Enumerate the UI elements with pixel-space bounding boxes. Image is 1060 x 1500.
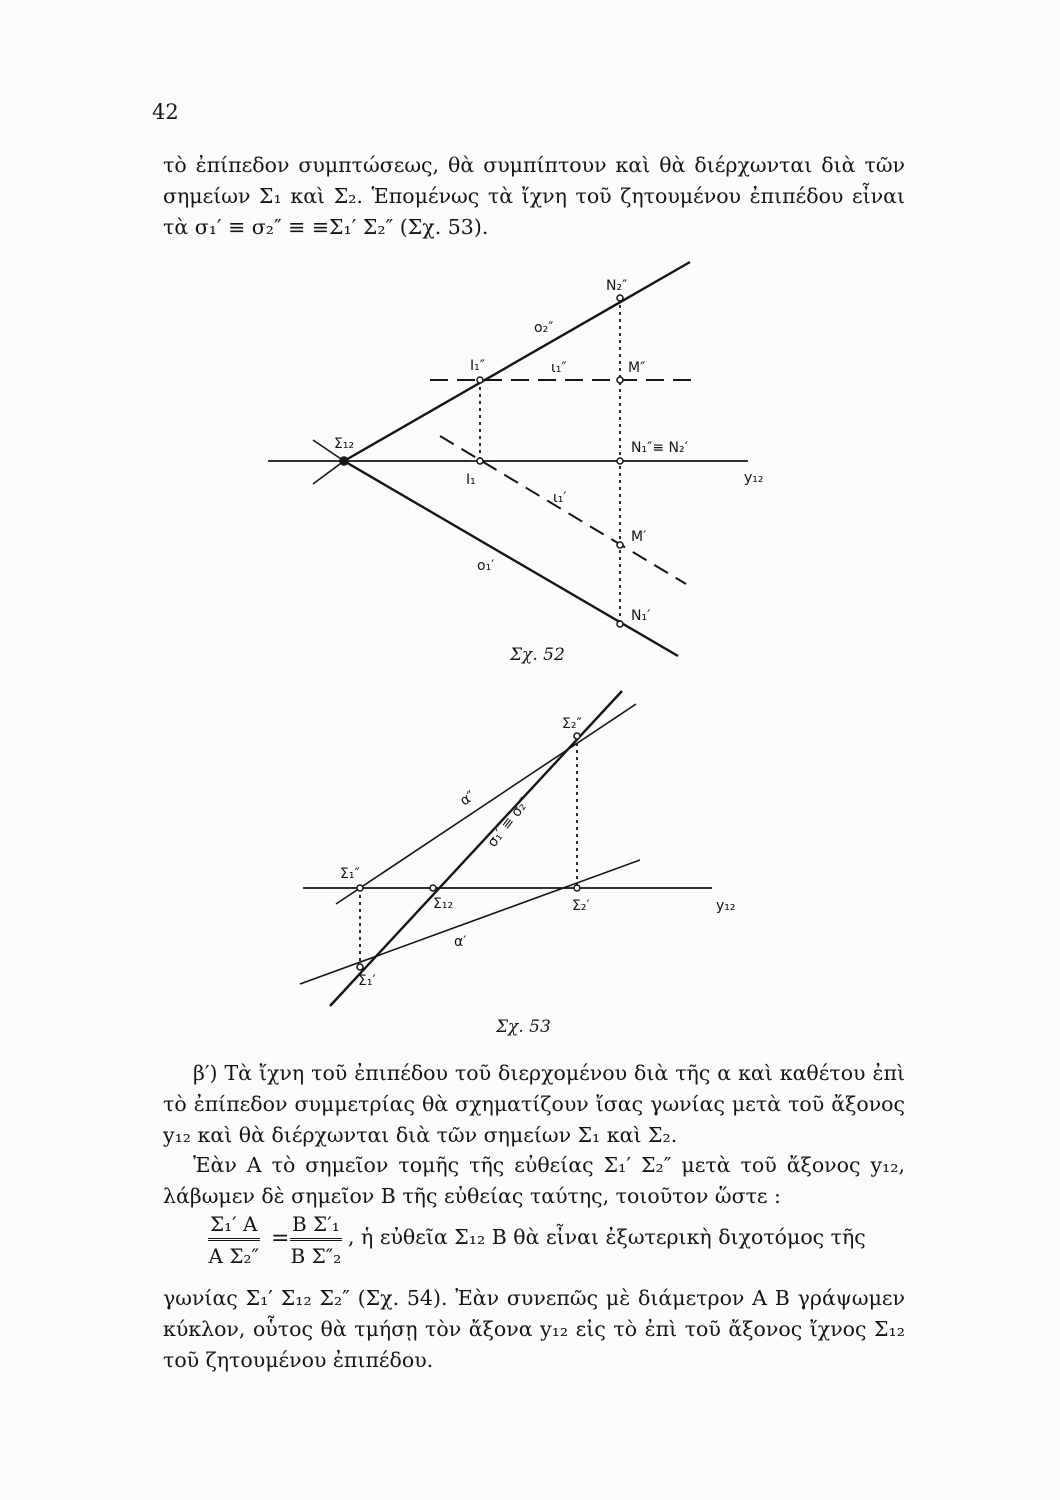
point-N1pp <box>617 458 623 464</box>
figure-53 <box>0 680 1060 1040</box>
ratio-formula <box>208 1210 908 1280</box>
label-i1pp: ι₁″ <box>551 360 567 376</box>
page-number: 42 <box>152 100 179 124</box>
label-I1: I₁ <box>466 472 476 488</box>
fraction-left-denominator: A Σ₂″ <box>208 1244 259 1268</box>
fraction-right <box>290 1210 342 1271</box>
point-S2pp <box>574 733 580 739</box>
label-S2p: Σ₂′ <box>572 898 590 914</box>
paragraph-closing: γωνίας Σ₁′ Σ₁₂ Σ₂″ (Σχ. 54). Ἐὰν συνεπῶς μὲ διάμετρον A B γράψωμεν κύκλον, οὗτος θὰ τμήσῃ τὸν ἄξονα y₁₂ εἰς τὸ ἐπὶ τοῦ ἄξονος ἴχνος Σ₁₂ τοῦ ζητουμένου ἐπιπέδου. <box>163 1286 905 1372</box>
label-N1p: N₁′ <box>631 608 651 624</box>
label-o2pp: o₂″ <box>534 320 554 336</box>
point-Mp <box>617 542 623 548</box>
label-y12: y₁₂ <box>744 470 764 486</box>
label-s-eq: σ₁′ ≡ σ₂″ <box>484 794 533 851</box>
label-S1p: Σ₁′ <box>358 973 376 989</box>
paragraph-intro: τὸ ἐπίπεδον συμπτώσεως, θὰ συμπίπτουν καὶ θὰ διέρχωνται διὰ τῶν σημείων Σ₁ καὶ Σ₂. Ἑπομένως τὰ ἴχνη τοῦ ζητουμένου ἐπιπέδου εἶναι τὰ σ₁′ ≡ σ₂″ ≡ ≡Σ₁′ Σ₂″ (Σχ. 53). <box>163 153 905 239</box>
figure-52 <box>0 0 1060 680</box>
point-I1pp <box>477 377 483 383</box>
line-app <box>336 704 636 904</box>
label-S2pp: Σ₂″ <box>562 716 582 732</box>
equals-sign: = <box>271 1226 290 1251</box>
label-ap: α′ <box>454 934 467 950</box>
fraction-right-numerator: B Σ′₁ <box>290 1210 342 1241</box>
label-Mpp: M″ <box>628 360 646 376</box>
label-i1p: ι₁′ <box>553 490 567 506</box>
label-S12: Σ₁₂ <box>334 436 355 452</box>
caption-fig53: Σχ. 53 <box>496 1017 551 1037</box>
label-y12-fig53: y₁₂ <box>716 898 736 914</box>
point-S1pp <box>357 885 363 891</box>
paragraph-ean: Ἐὰν A τὸ σημεῖον τομῆς τῆς εὐθείας Σ₁′ Σ₂″ μετὰ τοῦ ἄξονος y₁₂, λάβωμεν δὲ σημεῖον B τῆς εὐθείας ταύτης, τοιοῦτον ὥστε : <box>163 1153 905 1208</box>
trace-o1p <box>344 461 678 656</box>
formula-continuation: , ἡ εὐθεῖα Σ₁₂ B θὰ εἶναι ἐξωτερικὴ διχοτόμος τῆς <box>348 1225 866 1249</box>
point-Mpp <box>617 377 623 383</box>
fraction-right-denominator: B Σ″₂ <box>290 1244 342 1268</box>
label-N1pp-eq: N₁″≡ N₂′ <box>631 440 688 456</box>
point-S1p <box>357 964 363 970</box>
label-I1pp: I₁″ <box>470 358 485 374</box>
point-S12 <box>340 457 348 465</box>
point-S12-fig53 <box>430 885 436 891</box>
label-app: α″ <box>457 787 479 810</box>
label-o1p: o₁′ <box>477 558 495 574</box>
point-I1 <box>477 458 483 464</box>
fraction-left <box>208 1210 260 1271</box>
label-N2pp: N₂″ <box>606 278 628 294</box>
label-Mp: M′ <box>631 529 647 545</box>
fraction-left-numerator: Σ₁′ A <box>208 1210 260 1241</box>
point-S2p <box>574 885 580 891</box>
point-N1p <box>617 621 623 627</box>
point-N2pp <box>617 295 623 301</box>
caption-fig52: Σχ. 52 <box>510 645 565 665</box>
extension-lower <box>313 461 344 484</box>
paragraph-beta: β′) Τὰ ἴχνη τοῦ ἐπιπέδου τοῦ διερχομένου διὰ τῆς α καὶ καθέτου ἐπὶ τὸ ἐπίπεδον συμμετρίας θὰ σχηματίζουν ἴσας γωνίας μετὰ τοῦ ἄξονος y₁₂ καὶ θὰ διέρχωνται διὰ τῶν σημείων Σ₁ καὶ Σ₂. <box>163 1061 905 1147</box>
label-S1pp: Σ₁″ <box>340 866 360 882</box>
label-S12-fig53: Σ₁₂ <box>433 896 454 912</box>
